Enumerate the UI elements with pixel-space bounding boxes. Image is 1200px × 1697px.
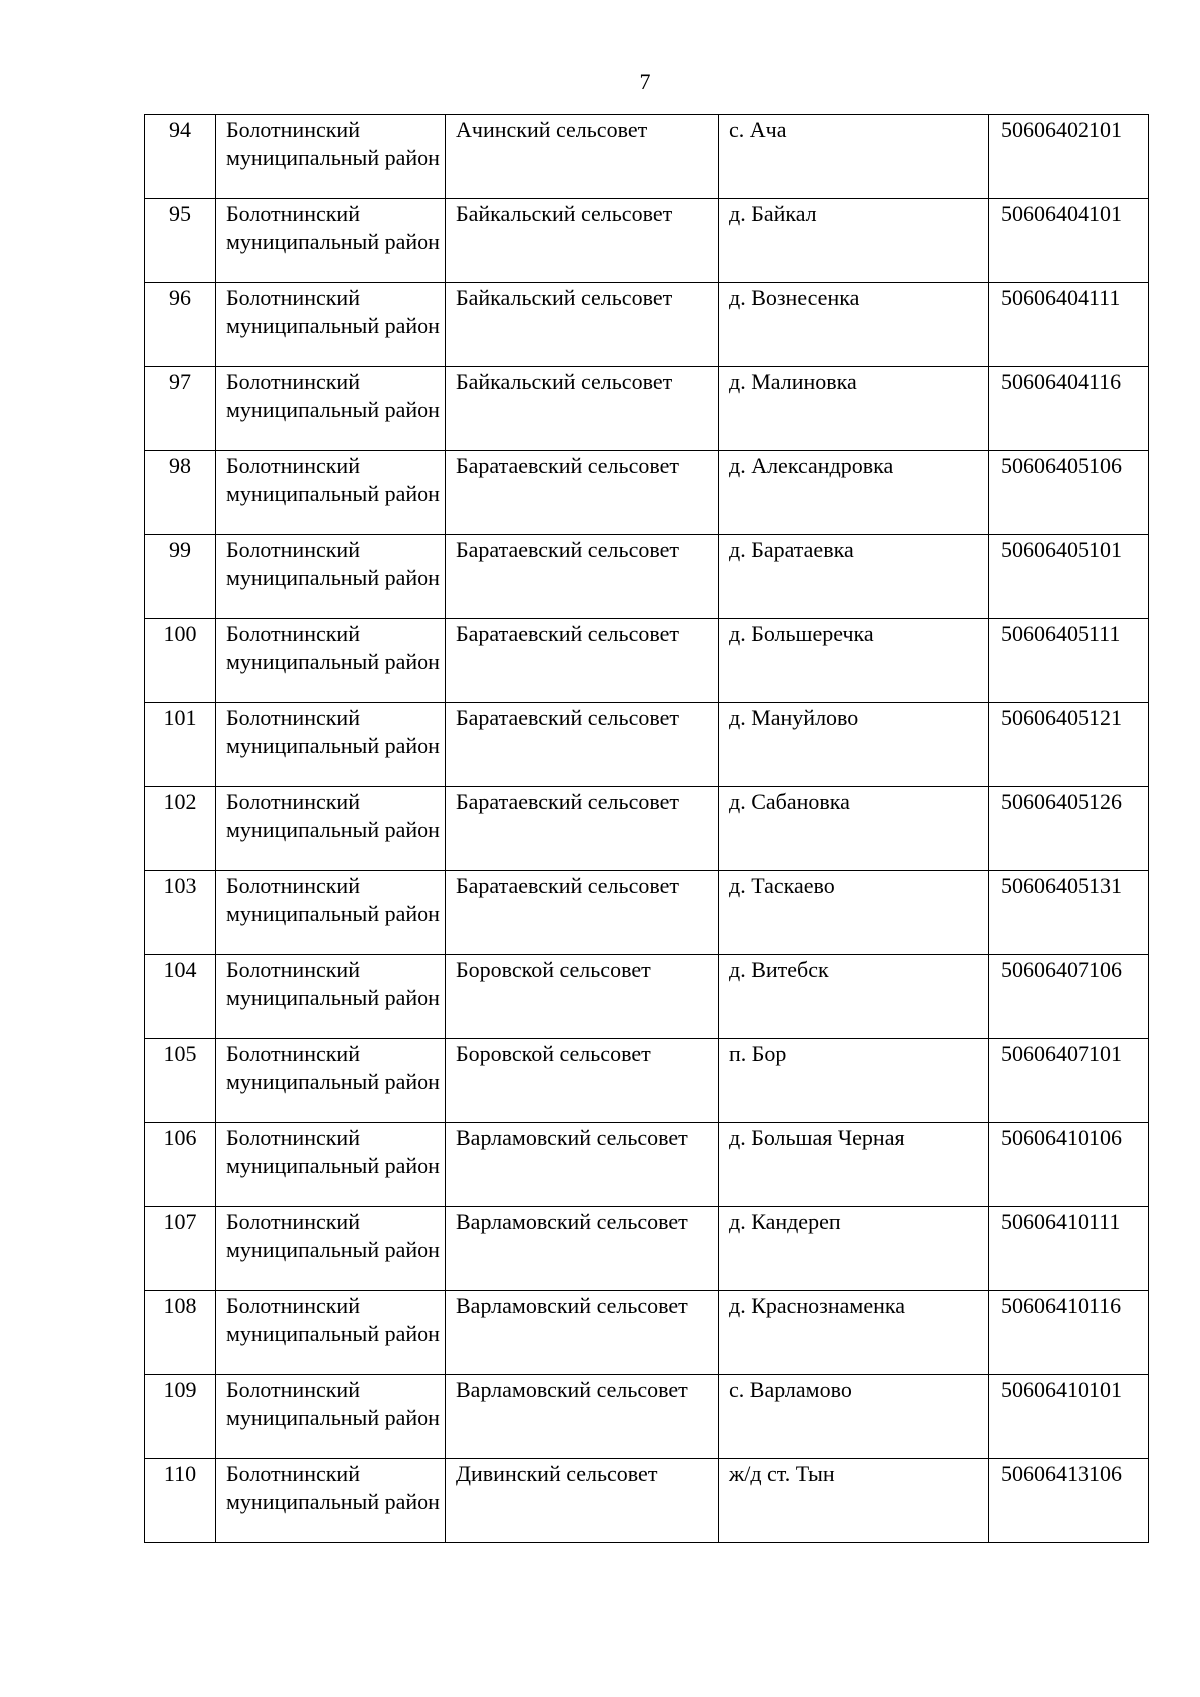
code-cell: 50606405121 [989,703,1149,787]
row-number: 94 [145,115,216,199]
table-row [145,283,1149,367]
code-cell: 50606404116 [989,367,1149,451]
table-row [145,367,1149,451]
district-cell: Болотнинский муниципальный район [216,535,446,619]
locality-cell: д. Сабановка [719,787,989,871]
table-row [145,1039,1149,1123]
code-cell: 50606405106 [989,451,1149,535]
locality-cell: д. Баратаевка [719,535,989,619]
district-cell: Болотнинский муниципальный район [216,1291,446,1375]
code-cell: 50606410111 [989,1207,1149,1291]
row-number: 109 [145,1375,216,1459]
council-cell: Боровской сельсовет [446,1039,719,1123]
district-cell: Болотнинский муниципальный район [216,955,446,1039]
table-body [145,115,1149,1543]
district-cell: Болотнинский муниципальный район [216,1039,446,1123]
table-row [145,1375,1149,1459]
code-cell: 50606410106 [989,1123,1149,1207]
code-cell: 50606405131 [989,871,1149,955]
table-row [145,619,1149,703]
council-cell: Байкальский сельсовет [446,367,719,451]
district-cell: Болотнинский муниципальный район [216,367,446,451]
code-cell: 50606405101 [989,535,1149,619]
code-cell: 50606410116 [989,1291,1149,1375]
council-cell: Варламовский сельсовет [446,1375,719,1459]
council-cell: Варламовский сельсовет [446,1291,719,1375]
row-number: 100 [145,619,216,703]
council-cell: Варламовский сельсовет [446,1207,719,1291]
locality-cell: д. Малиновка [719,367,989,451]
row-number: 104 [145,955,216,1039]
row-number: 103 [145,871,216,955]
district-cell: Болотнинский муниципальный район [216,1207,446,1291]
locality-cell: с. Варламово [719,1375,989,1459]
locality-cell: д. Байкал [719,199,989,283]
table-row [145,115,1149,199]
locality-cell: п. Бор [719,1039,989,1123]
table-row [145,199,1149,283]
district-cell: Болотнинский муниципальный район [216,703,446,787]
district-cell: Болотнинский муниципальный район [216,871,446,955]
code-cell: 50606404101 [989,199,1149,283]
page-number: 7 [639,69,651,94]
district-cell: Болотнинский муниципальный район [216,1123,446,1207]
code-cell: 50606405111 [989,619,1149,703]
row-number: 108 [145,1291,216,1375]
row-number: 102 [145,787,216,871]
table-row [145,1123,1149,1207]
table-row [145,1291,1149,1375]
locality-cell: с. Ача [719,115,989,199]
district-cell: Болотнинский муниципальный район [216,787,446,871]
council-cell: Баратаевский сельсовет [446,787,719,871]
table-row [145,535,1149,619]
council-cell: Баратаевский сельсовет [446,703,719,787]
council-cell: Баратаевский сельсовет [446,619,719,703]
locality-cell: д. Большая Черная [719,1123,989,1207]
table-row [145,871,1149,955]
locality-cell: д. Витебск [719,955,989,1039]
row-number: 105 [145,1039,216,1123]
district-cell: Болотнинский муниципальный район [216,283,446,367]
row-number: 96 [145,283,216,367]
district-cell: Болотнинский муниципальный район [216,1459,446,1543]
district-cell: Болотнинский муниципальный район [216,1375,446,1459]
council-cell: Варламовский сельсовет [446,1123,719,1207]
council-cell: Байкальский сельсовет [446,199,719,283]
council-cell: Баратаевский сельсовет [446,535,719,619]
locality-cell: д. Краснознаменка [719,1291,989,1375]
council-cell: Боровской сельсовет [446,955,719,1039]
row-number: 107 [145,1207,216,1291]
code-cell: 50606407101 [989,1039,1149,1123]
code-cell: 50606402101 [989,115,1149,199]
council-cell: Дивинский сельсовет [446,1459,719,1543]
council-cell: Баратаевский сельсовет [446,451,719,535]
locality-cell: д. Таскаево [719,871,989,955]
row-number: 97 [145,367,216,451]
district-cell: Болотнинский муниципальный район [216,619,446,703]
district-cell: Болотнинский муниципальный район [216,451,446,535]
row-number: 95 [145,199,216,283]
locality-cell: д. Большеречка [719,619,989,703]
district-cell: Болотнинский муниципальный район [216,115,446,199]
locality-cell: д. Кандереп [719,1207,989,1291]
code-cell: 50606405126 [989,787,1149,871]
code-cell: 50606413106 [989,1459,1149,1543]
row-number: 106 [145,1123,216,1207]
row-number: 110 [145,1459,216,1543]
table-row [145,1459,1149,1543]
locality-cell: д. Мануйлово [719,703,989,787]
locality-cell: ж/д ст. Тын [719,1459,989,1543]
locality-cell: д. Александровка [719,451,989,535]
district-cell: Болотнинский муниципальный район [216,199,446,283]
table-row [145,787,1149,871]
row-number: 98 [145,451,216,535]
table-row [145,451,1149,535]
council-cell: Ачинский сельсовет [446,115,719,199]
code-cell: 50606407106 [989,955,1149,1039]
council-cell: Байкальский сельсовет [446,283,719,367]
council-cell: Баратаевский сельсовет [446,871,719,955]
row-number: 101 [145,703,216,787]
table-row [145,1207,1149,1291]
table-row [145,703,1149,787]
locality-cell: д. Вознесенка [719,283,989,367]
code-cell: 50606410101 [989,1375,1149,1459]
settlements-table [144,114,1149,1543]
row-number: 99 [145,535,216,619]
table-row [145,955,1149,1039]
code-cell: 50606404111 [989,283,1149,367]
